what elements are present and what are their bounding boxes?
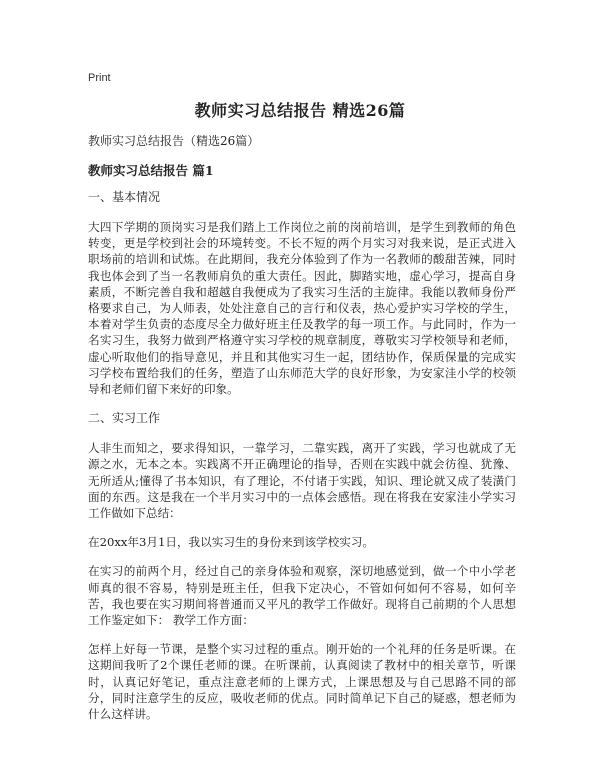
paragraph: 大四下学期的顶岗实习是我们踏上工作岗位之前的岗前培训，是学生到教师的角色转变，更是学校到社会的环境转变。不长不短的两个月实习对我来说，是正式进入职场前的培训和试炼。在此期间，我充分体验到了作为一名教师的酸甜苦辣，同时我也体会到了当一名教师肩负的重大责任。因此，脚踏实地，虚心学习，提高自身素质，不断完善自我和超越自我便成为了我实习生活的主旋律。我能以教师身份严格要求自己，为人师表，处处注意自己的言行和仪表，热心爱护实习学校的学生，本着对学生负责的态度尽全力做好班主任及教学的每一项工作。与此同时，作为一名实习生，我努力做到严格遵守实习学校的规章制度，尊敬实习学校领导和老师，虚心听取他们的指导意见，并且和其他实习生一起，团结协作，保质保量的完成实习学校布置给我们的任务，塑造了山东师范大学的良好形象，为安家洼小学的校领导和老师们留下来好的印象。 [88, 220, 516, 397]
section-title: 教师实习总结报告 篇1 [88, 163, 214, 178]
paragraph: 人非生而知之，要求得知识，一靠学习，二靠实践，离开了实践，学习也就成了无源之水，无本之本。实践离不开正确理论的指导，否则在实践中就会彷徨、犹豫、无所适从;懂得了书本知识，有了理论，不付诸于实践，知识、理论就又成了装潢门面的东西。这是我在一个半月实习中的一点体会感悟。现在将我在安家洼小学实习工作做如下总结： [88, 441, 516, 521]
heading-basic-situation: 一、基本情况 [88, 190, 161, 204]
document-body [88, 133, 516, 735]
paragraph: 怎样上好每一节课，是整个实习过程的重点。刚开始的一个礼拜的任务是听课。在这期间我听了2个课任老师的课。在听课前，认真阅读了教材中的相关章节，听课时，认真记好笔记，重点注意老师的上课方式，上课思想及与自己思路不同的部分，同时注意学生的反应，吸收老师的优点。同时简单记下自己的疑惑，想老师为什么这样讲。 [88, 642, 516, 722]
heading-internship-work: 二、实习工作 [88, 411, 161, 426]
paragraph: 在实习的前两个月，经过自己的亲身体验和观察，深切地感觉到，做一个中小学老师真的很不容易，特别是班主任，但我下定决心，不管如何如何不容易，如何辛苦，我也要在实习期间将普通而又平凡的教学工作做好。现将自己前期的个人思想工作鉴定如下： 教学工作方面： [88, 564, 516, 628]
document-title: 教师实习总结报告 精选26篇 [194, 101, 406, 120]
print-link[interactable]: Print [88, 72, 111, 84]
document-subtitle: 教师实习总结报告（精选26篇） [88, 134, 260, 148]
paragraph: 在20xx年3月1日，我以实习生的身份来到该学校实习。 [88, 535, 375, 550]
